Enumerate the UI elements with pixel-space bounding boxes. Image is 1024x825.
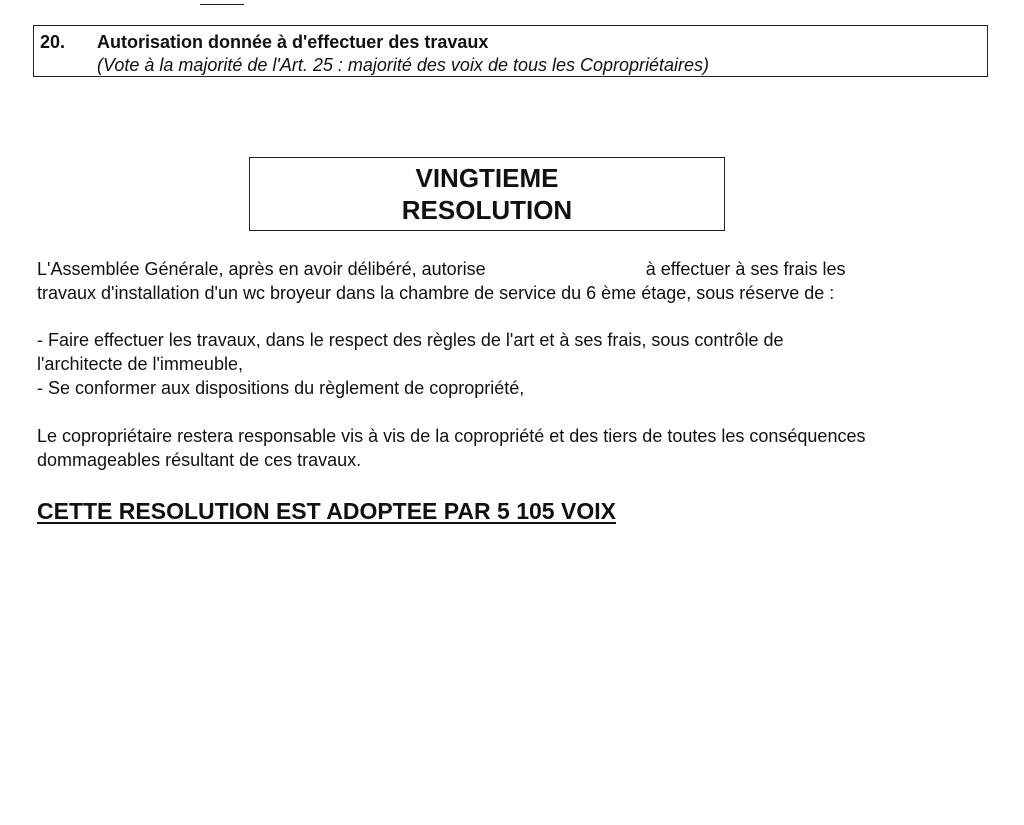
responsibility-line2: dommageables résultant de ces travaux.: [37, 450, 362, 470]
condition-line: - Faire effectuer les travaux, dans le respect des règles de l'art et à ses frais, sous contrôle de: [37, 330, 784, 350]
agenda-item-vote-rule: (Vote à la majorité de l'Art. 25 : majorité des voix de tous les Copropriétaires): [97, 55, 710, 75]
authorization-text-start: L'Assemblée Générale, après en avoir délibéré, autorise: [37, 259, 486, 279]
authorization-text-end: à effectuer à ses frais les: [645, 259, 846, 279]
resolution-heading-line2: RESOLUTION: [401, 195, 573, 225]
authorization-paragraph: [37, 257, 1012, 305]
conditions-list: [37, 328, 1012, 400]
previous-page-fragment: [200, 0, 244, 5]
resolution-heading-line1: VINGTIEME: [415, 163, 559, 193]
condition-line: - Se conformer aux dispositions du règlement de copropriété,: [37, 378, 525, 398]
agenda-item-title: Autorisation donnée à d'effectuer des travaux: [97, 32, 489, 52]
resolution-heading-box: [249, 157, 725, 231]
condition-line: l'architecte de l'immeuble,: [37, 354, 243, 374]
responsibility-paragraph: [37, 424, 1012, 472]
agenda-item-number: 20.: [40, 32, 66, 52]
resolution-result: CETTE RESOLUTION EST ADOPTEE PAR 5 105 VOIX: [37, 498, 616, 524]
responsibility-line1: Le copropriétaire restera responsable vis à vis de la copropriété et des tiers de toutes les conséquences: [37, 426, 866, 446]
authorization-line1: [37, 257, 1012, 281]
agenda-item-box: [33, 25, 988, 77]
authorization-line2: travaux d'installation d'un wc broyeur dans la chambre de service du 6 ème étage, sous réserve de :: [37, 283, 835, 303]
